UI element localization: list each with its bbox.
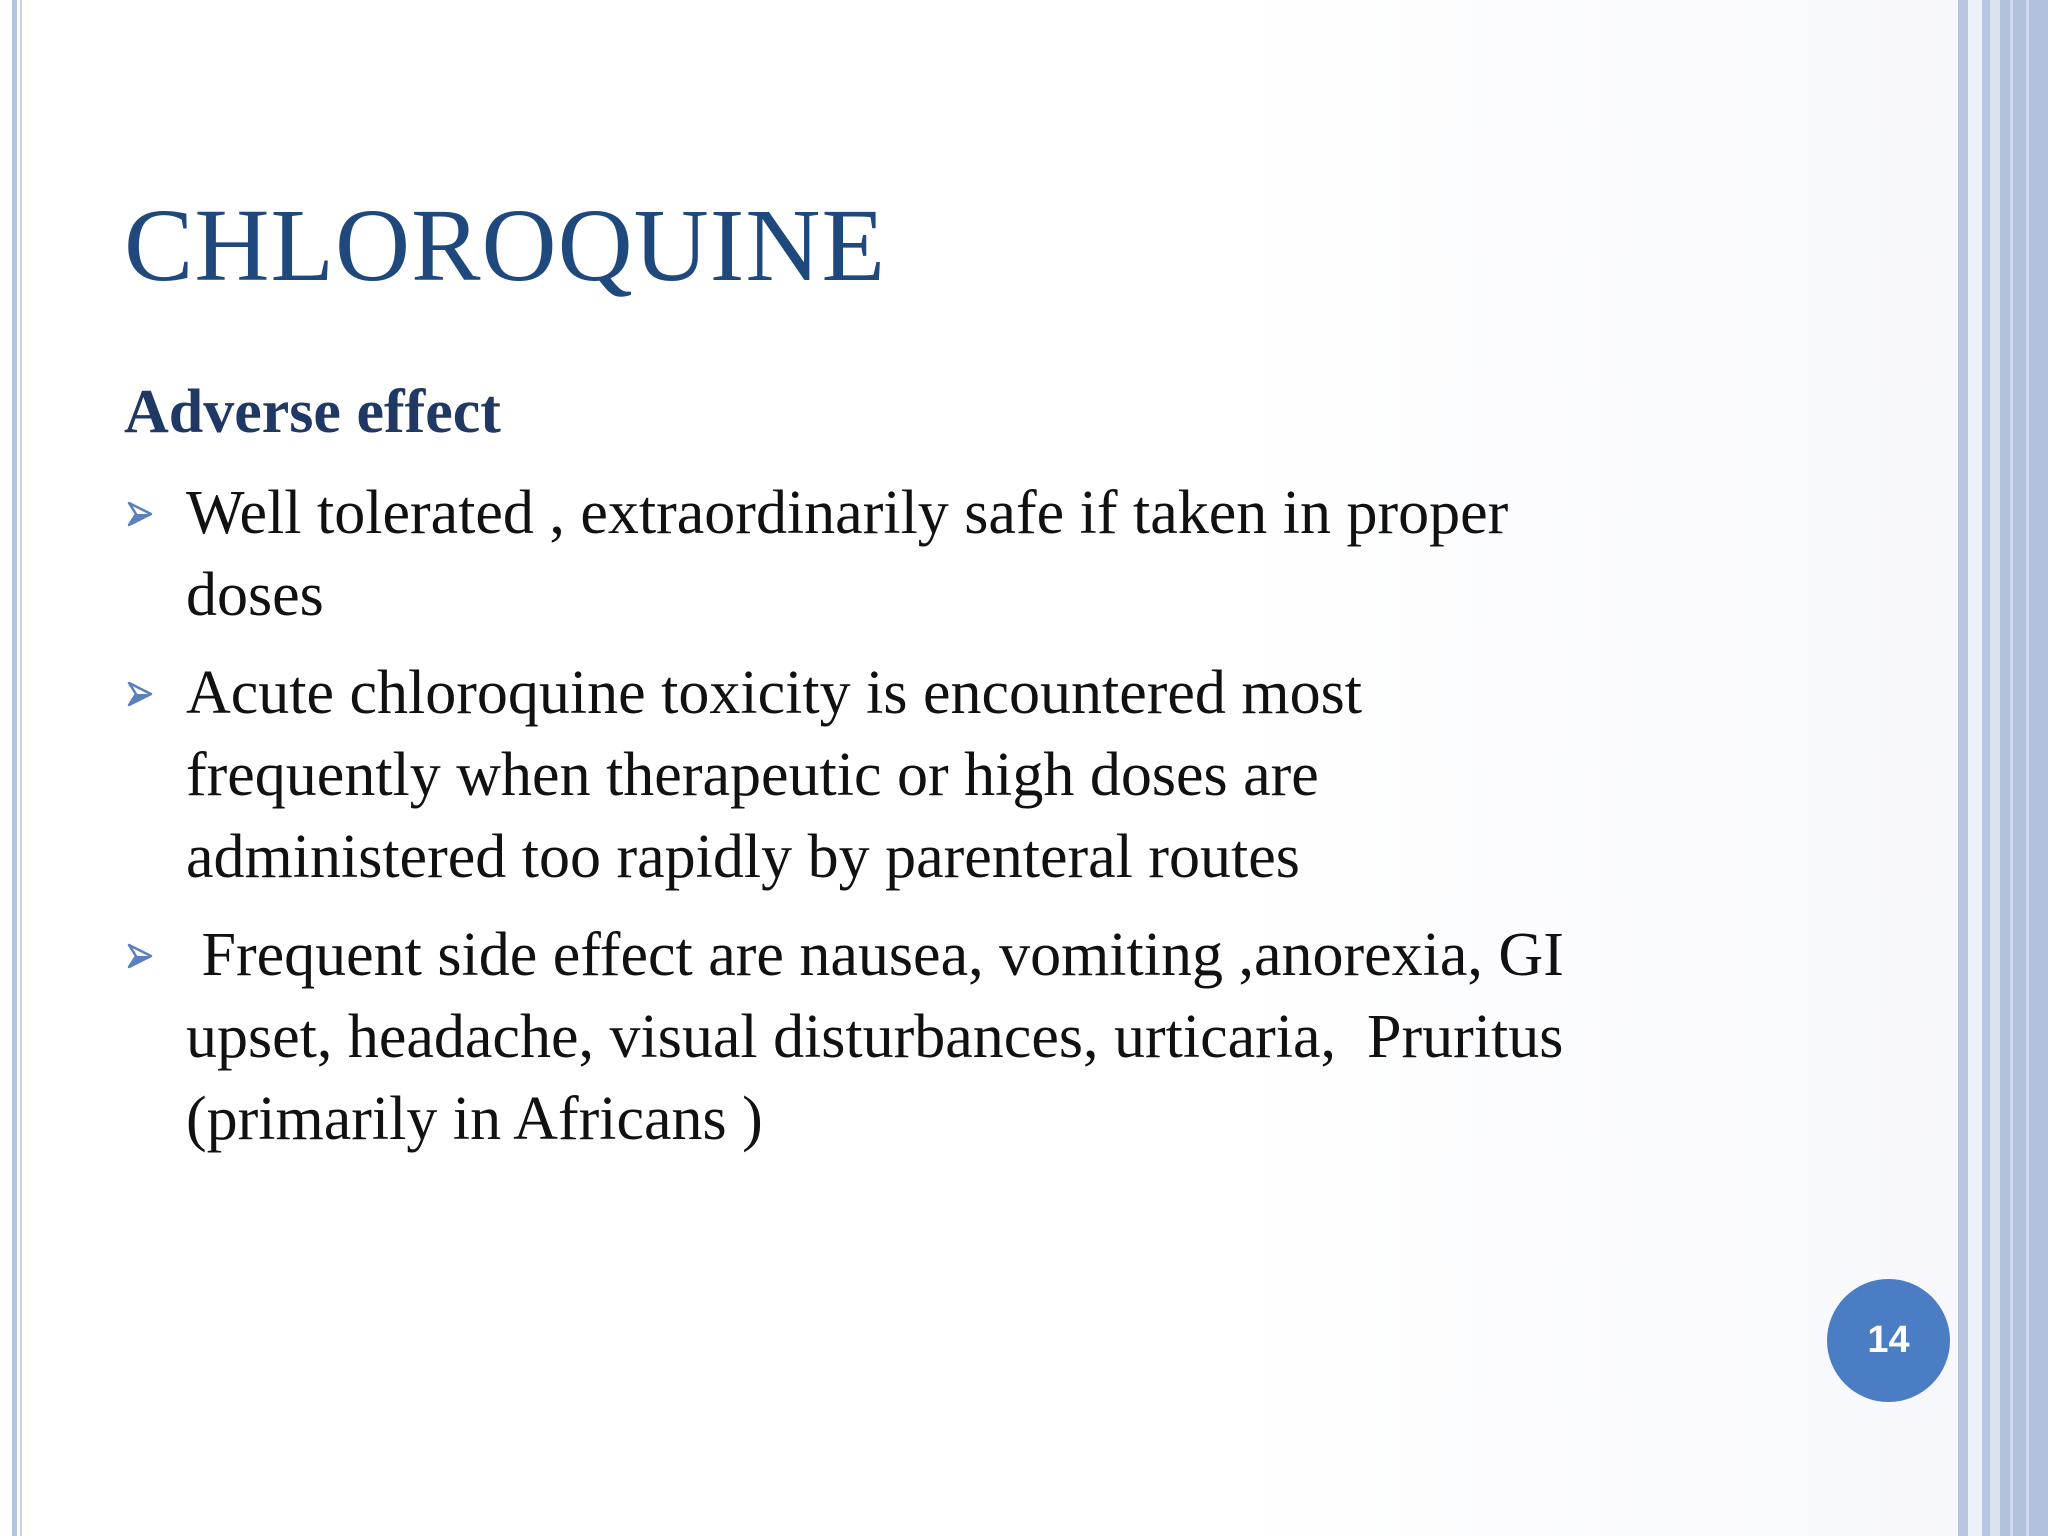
bullet-line: Frequent side effect are nausea, vomiting ,anorexia, GI <box>186 921 1564 989</box>
arrowhead-bullet-icon <box>126 680 154 708</box>
bullet-line: doses <box>186 561 324 629</box>
bullet-item <box>124 472 1764 636</box>
bullet-line: administered too rapidly by parenteral routes <box>186 823 1300 891</box>
slide-subtitle: Adverse effect <box>124 378 501 446</box>
bullet-line: frequently when therapeutic or high doses are <box>186 741 1319 809</box>
page-number-badge <box>1827 1279 1950 1402</box>
bullet-line: upset, headache, visual disturbances, urticaria, Pruritus <box>186 1003 1564 1071</box>
page-number: 14 <box>1867 1319 1910 1361</box>
bullet-line: Acute chloroquine toxicity is encountered most <box>186 659 1362 727</box>
slide-title: CHLOROQUINE <box>124 188 887 303</box>
left-border-line-thin <box>20 0 22 1536</box>
right-decor-stripe <box>1958 0 1968 1536</box>
bullet-line: Well tolerated , extraordinarily safe if taken in proper <box>186 479 1509 547</box>
bullet-list <box>124 472 1764 1160</box>
left-border-line <box>12 0 17 1536</box>
bullet-item <box>124 652 1764 898</box>
arrowhead-bullet-icon <box>126 500 154 528</box>
right-decor-stripe <box>2026 0 2029 1536</box>
right-decor-stripe <box>2000 0 2048 1536</box>
arrowhead-bullet-icon <box>126 942 154 970</box>
right-decor-stripe <box>2010 0 2013 1536</box>
right-decor-stripe <box>1982 0 1990 1536</box>
right-decor-stripe <box>1990 0 2000 1536</box>
right-decor-stripe <box>1968 0 1982 1536</box>
bullet-item <box>124 914 1764 1160</box>
bullet-line: (primarily in Africans ) <box>186 1085 763 1153</box>
